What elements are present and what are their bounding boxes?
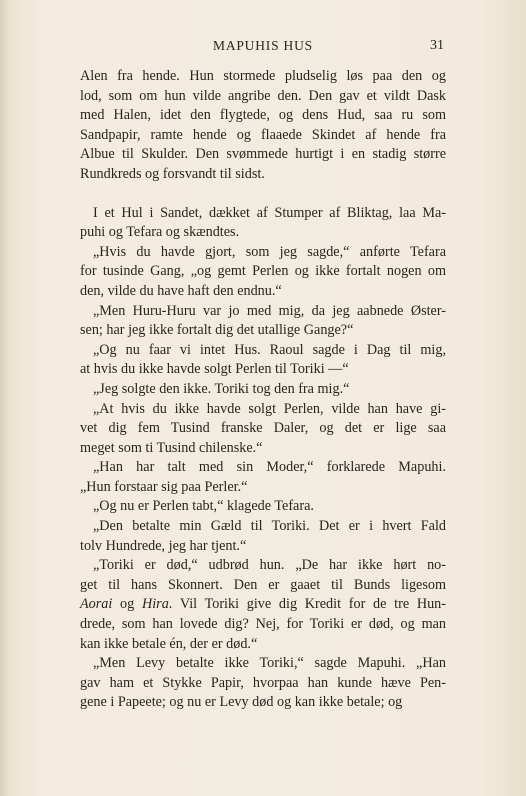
text-line: „Og nu faar vi intet Hus. Raoul sagde i Dag til mig, — [93, 341, 446, 358]
paragraph — [80, 497, 446, 517]
paragraph — [80, 204, 446, 243]
paragraph — [80, 517, 446, 556]
body-text — [80, 67, 446, 713]
paragraph — [80, 654, 446, 713]
text-line: gene i Papeete; og nu er Levy død og kan ikke betale; og — [80, 694, 403, 711]
text-line: den, vilde du have haft den endnu.“ — [80, 282, 282, 299]
text-line: vet dig fem Tusind franske Daler, og det er lige saa — [80, 420, 446, 437]
text-line: „Men Levy betalte ikke Toriki,“ sagde Mapuhi. „Han — [93, 655, 446, 672]
text-line: puhi og Tefara og skændtes. — [80, 224, 240, 241]
text-line: meget som ti Tusind chilenske.“ — [80, 439, 263, 456]
page-number: 31 — [430, 38, 444, 53]
text-line: med Halen, idet den flygtede, og dens Hud, saa ru som — [80, 107, 446, 124]
text-line: Alen fra hende. Hun stormede pludselig løs paa den og — [80, 68, 446, 84]
section-break — [80, 185, 446, 204]
text-line: „Han har talt med sin Moder,“ forklarede Mapuhi. — [93, 459, 446, 476]
text-line: „Jeg solgte den ikke. Toriki tog den fra mig.“ — [93, 380, 350, 397]
text-line: Aorai og Hira. Vil Toriki give dig Kredit for de tre Hun- — [80, 596, 447, 613]
text-line: Rundkreds og forsvandt til sidst. — [80, 165, 265, 182]
text-line: „At hvis du ikke havde solgt Perlen, vilde han have gi- — [93, 400, 446, 417]
running-head — [0, 38, 526, 58]
text-line: Sandpapir, ramte hende og flaaede Skindet af hende fra — [80, 126, 446, 143]
text-line: „Toriki er død,“ udbrød hun. „De har ikke hørt no- — [93, 557, 446, 574]
paragraph — [80, 302, 446, 341]
paragraph — [80, 67, 446, 185]
text-line: sen; har jeg ikke fortalt dig det utallige Gange?“ — [80, 322, 354, 339]
text-line: „Men Huru-Huru var jo med mig, da jeg aabnede Øster- — [93, 302, 446, 319]
text-line: Albue til Skulder. Den svømmede hurtigt i en stadig større — [80, 146, 446, 163]
text-line: tolv Hundrede, jeg har tjent.“ — [80, 537, 247, 554]
text-line: at hvis du ikke havde solgt Perlen til Toriki —“ — [80, 361, 349, 378]
text-line: I et Hul i Sandet, dækket af Stumper af Bliktag, laa Ma- — [93, 204, 446, 221]
text-line: lod, som om hun vilde angribe den. Den gav et vildt Dask — [80, 87, 446, 104]
running-title: MAPUHIS HUS — [213, 38, 313, 53]
text-line: „Den betalte min Gæld til Toriki. Det er i hvert Fald — [93, 518, 446, 535]
text-line: „Hun forstaar sig paa Perler.“ — [80, 478, 248, 495]
text-line: drede, som han lovede dig? Nej, for Toriki er død, og man — [80, 616, 446, 633]
paragraph — [80, 458, 446, 497]
paragraph — [80, 380, 446, 400]
paragraph — [80, 243, 446, 302]
paragraph — [80, 341, 446, 380]
paragraph — [80, 400, 446, 459]
text-line: gav ham et Stykke Papir, hvorpaa han kunde hæve Pen- — [80, 674, 446, 691]
text-line: „Og nu er Perlen tabt,“ klagede Tefara. — [93, 498, 314, 515]
text-line: „Hvis du havde gjort, som jeg sagde,“ anførte Tefara — [93, 243, 446, 260]
text-line: for tusinde Gang, „og gemt Perlen og ikke fortalt nogen om — [80, 263, 446, 280]
text-line: kan ikke betale én, der er død.“ — [80, 635, 258, 652]
paragraph — [80, 556, 446, 654]
text-line: get til hans Skonnert. Den er gaaet til Bunds ligesom — [80, 576, 446, 593]
